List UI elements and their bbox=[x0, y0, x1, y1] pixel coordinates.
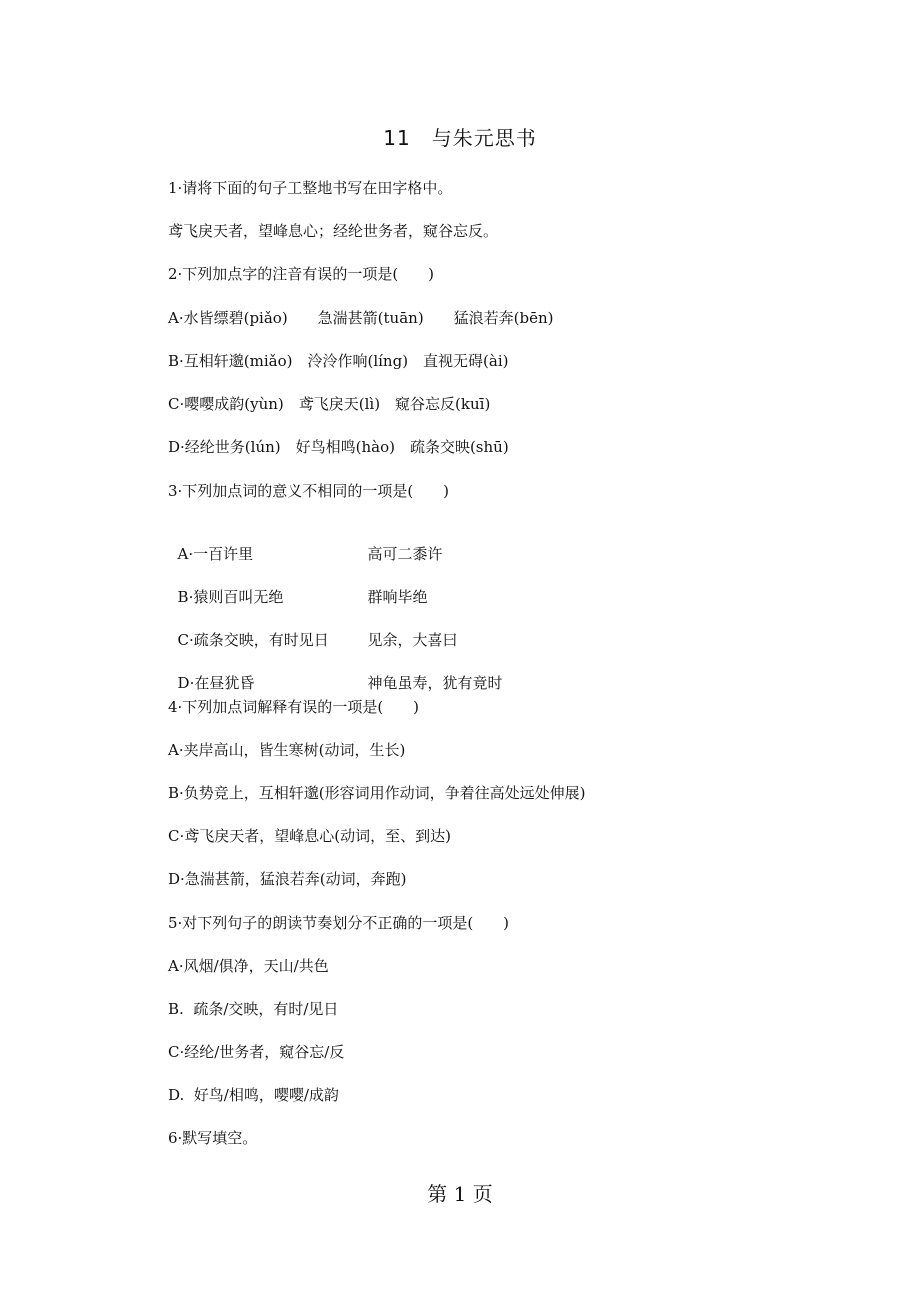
question-4-option-b: B·负势竞上，互相轩邈(形容词用作动词，争着往高处远处伸展) bbox=[168, 784, 586, 802]
question-1-text: 鸢飞戾天者，望峰息心；经纶世务者，窥谷忘反。 bbox=[168, 222, 499, 240]
option-left: D·在昼犹昏 bbox=[177, 674, 255, 692]
question-3-option-b bbox=[168, 567, 428, 607]
question-4-option-a: A·夹岸高山，皆生寒树(动词，生长) bbox=[168, 741, 406, 759]
option-left: B·猿则百叫无绝 bbox=[177, 588, 284, 606]
question-1-stem: 1·请将下面的句子工整地书写在田字格中。 bbox=[168, 179, 453, 197]
option-right: 见余，大喜曰 bbox=[367, 631, 458, 649]
page-title: 11 与朱元思书 bbox=[383, 126, 537, 150]
question-5-option-c: C·经纶/世务者，窥谷忘/反 bbox=[168, 1043, 345, 1061]
question-3-option-d bbox=[168, 653, 503, 693]
question-3-option-c bbox=[168, 610, 458, 650]
page-number: 第 1 页 bbox=[427, 1182, 493, 1206]
question-6-stem: 6·默写填空。 bbox=[168, 1129, 258, 1147]
question-5-stem: 5·对下列句子的朗读节奏划分不正确的一项是( ) bbox=[168, 914, 510, 932]
question-2-stem: 2·下列加点字的注音有误的一项是( ) bbox=[168, 265, 435, 283]
question-2-option-c: C·嘤嘤成韵(yùn) 鸢飞戾天(lì) 窥谷忘反(kuī) bbox=[168, 395, 491, 413]
question-5-option-a: A·风烟/俱净，天山/共色 bbox=[168, 957, 329, 975]
question-4-option-d: D·急湍甚箭，猛浪若奔(动词，奔跑) bbox=[168, 870, 407, 888]
question-3-option-a bbox=[168, 524, 443, 564]
option-left: C·疏条交映，有时见日 bbox=[177, 631, 329, 649]
question-2-option-b: B·互相轩邈(miǎo) 泠泠作响(líng) 直视无碍(ài) bbox=[168, 352, 509, 370]
question-5-option-b: B. 疏条/交映，有时/见日 bbox=[168, 1000, 339, 1018]
option-right: 神龟虽寿，犹有竟时 bbox=[367, 674, 503, 692]
option-right: 高可二黍许 bbox=[367, 545, 443, 563]
question-2-option-d: D·经纶世务(lún) 好鸟相鸣(hào) 疏条交映(shū) bbox=[168, 438, 509, 456]
question-2-option-a: A·水皆缥碧(piǎo) 急湍甚箭(tuān) 猛浪若奔(bēn) bbox=[168, 309, 554, 327]
option-left: A·一百许里 bbox=[177, 545, 254, 563]
question-3-stem: 3·下列加点词的意义不相同的一项是( ) bbox=[168, 482, 450, 500]
question-4-stem: 4·下列加点词解释有误的一项是( ) bbox=[168, 698, 420, 716]
question-5-option-d: D. 好鸟/相鸣，嘤嘤/成韵 bbox=[168, 1086, 339, 1104]
question-4-option-c: C·鸢飞戾天者，望峰息心(动词，至、到达) bbox=[168, 827, 451, 845]
option-right: 群响毕绝 bbox=[367, 588, 428, 606]
